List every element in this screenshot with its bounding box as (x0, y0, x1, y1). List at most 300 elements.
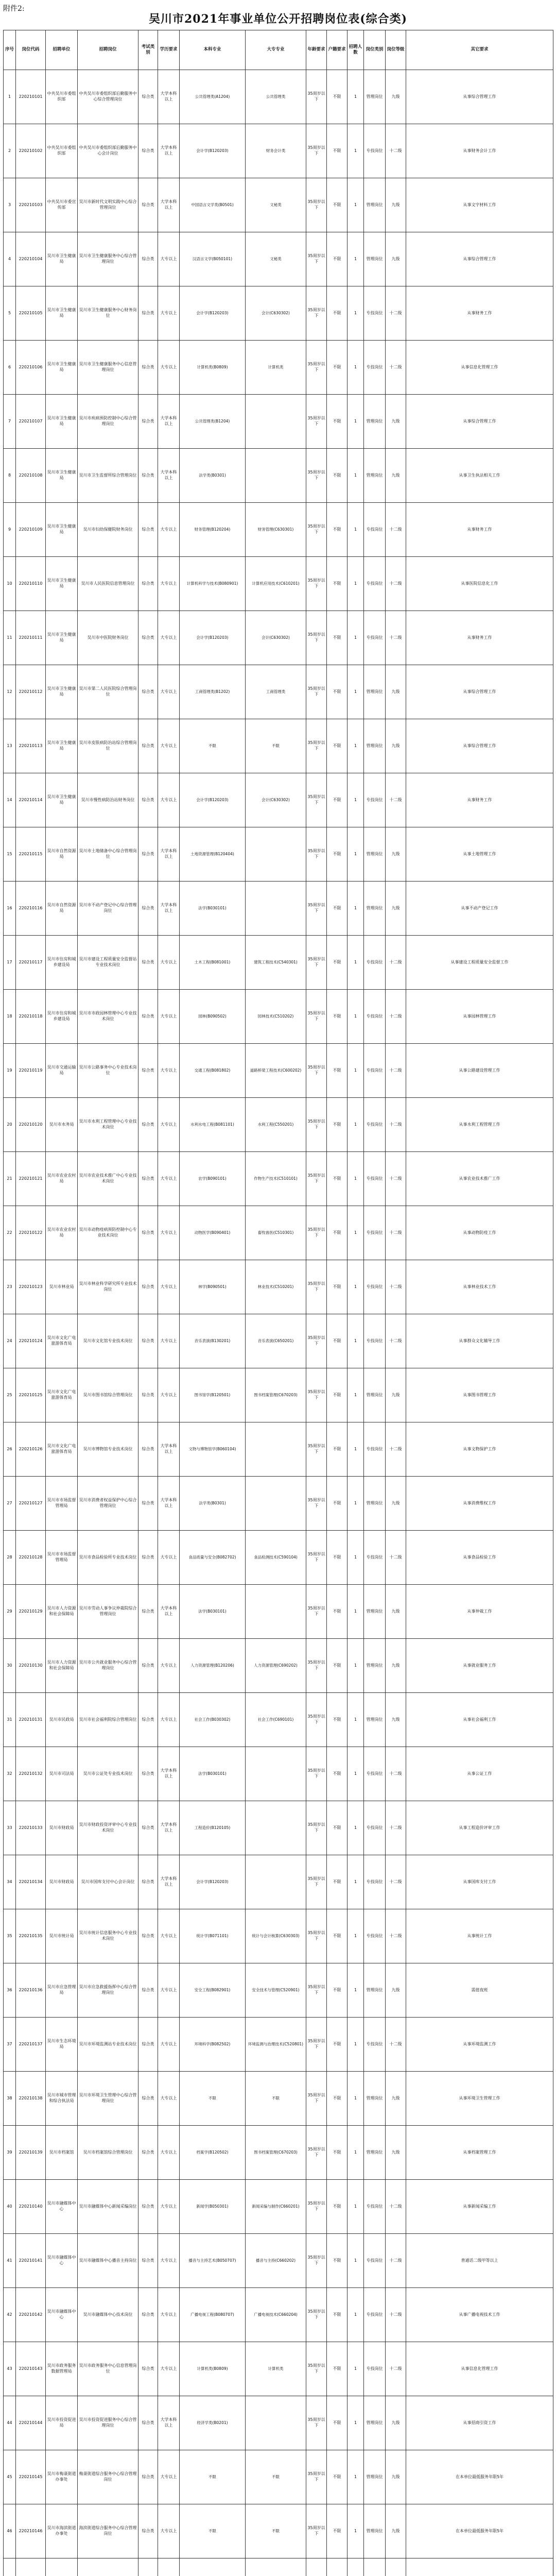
cell-education: 大专以上 (158, 936, 180, 990)
cell-other-requirements: 从事土地管理工作 (406, 827, 553, 882)
cell-unit: 吴川市人力资源和社会保障局 (46, 1585, 78, 1639)
cell-unit: 吴川市卫生健康局 (46, 395, 78, 449)
cell-other-requirements: 从事财务工作 (406, 503, 553, 557)
cell-bachelor-major: 食品质量与安全(B082702) (180, 1531, 246, 1585)
table-row (4, 2018, 553, 2072)
cell-unit: 吴川市文化广电旅游体育局 (46, 1314, 78, 1368)
cell-other-requirements: 从事财务工作 (406, 611, 553, 665)
cell-education: 大专以上 (158, 1152, 180, 1206)
table-row (4, 395, 553, 449)
cell-education: 大学本科以上 (158, 827, 180, 882)
cell-exam-type: 综合类 (138, 882, 158, 936)
cell-other-requirements: 从事社会福利工作 (406, 1693, 553, 1747)
cell-other-requirements: 从事园林管理工作 (406, 990, 553, 1044)
cell-unit: 吴川市投资促进局 (46, 2396, 78, 2450)
table-row (4, 719, 553, 773)
cell-other-requirements: 从事统计工作 (406, 1909, 553, 1963)
cell-college-major: 文秘类 (246, 178, 306, 232)
cell-college-major: 统计与会计核算(C630303) (246, 1909, 306, 1963)
table-row (4, 665, 553, 719)
cell-college-major: 播音与主持(C660202) (246, 2234, 306, 2288)
cell-post-level: 十二级 (386, 990, 406, 1044)
cell-education: 大学本科以上 (158, 178, 180, 232)
cell-no: 39 (4, 2126, 16, 2180)
cell-post-type (364, 2558, 386, 2576)
cell-exam-type: 综合类 (138, 1260, 158, 1314)
cell-household: 不限 (327, 1747, 348, 1801)
table-row (4, 1585, 553, 1639)
cell-code: 220210121 (16, 1152, 46, 1206)
cell-unit: 吴川市交通运输局 (46, 1044, 78, 1098)
cell-count: 1 (348, 1747, 364, 1801)
cell-age: 35周岁以下 (306, 2450, 327, 2504)
cell-age: 35周岁以下 (306, 2018, 327, 2072)
table-row (4, 1477, 553, 1531)
cell-unit: 吴川市卫生健康局 (46, 503, 78, 557)
cell-post-level: 十二级 (386, 557, 406, 611)
cell-unit: 中共吴川市委组织部 (46, 70, 78, 124)
cell-education: 大专以上 (158, 2018, 180, 2072)
cell-bachelor-major: 新闻学(B050301) (180, 2180, 246, 2234)
cell-household: 不限 (327, 1585, 348, 1639)
cell-post-type: 管理岗位 (364, 70, 386, 124)
cell-bachelor-major: 园林(B090502) (180, 990, 246, 1044)
cell-household: 不限 (327, 2180, 348, 2234)
cell-code: 220210106 (16, 341, 46, 395)
cell-unit: 吴川市应急管理局 (46, 1963, 78, 2018)
cell-post-type: 管理岗位 (364, 1477, 386, 1531)
cell-post: 吴川市卫生健康服务中心综合管理岗位 (78, 232, 138, 286)
cell-post: 吴川市林业科学研究所专业技术岗位 (78, 1260, 138, 1314)
cell-post: 吴川市公路事务中心专业技术岗位 (78, 1044, 138, 1098)
cell-post-level: 十二级 (386, 1422, 406, 1477)
cell-code: 220210101 (16, 70, 46, 124)
cell-exam-type: 综合类 (138, 936, 158, 990)
cell-no: 42 (4, 2288, 16, 2342)
cell-age: 35周岁以下 (306, 2180, 327, 2234)
header-post: 招聘岗位 (78, 30, 138, 70)
cell-college-major: 公共管理类 (246, 70, 306, 124)
cell-no: 23 (4, 1260, 16, 1314)
cell-bachelor-major: 广播电视工程(B080707) (180, 2288, 246, 2342)
cell-bachelor-major: 会计学(B120203) (180, 1855, 246, 1909)
cell-age: 35周岁以下 (306, 1044, 327, 1098)
cell-college-major (246, 1855, 306, 1909)
cell-education: 大学本科以上 (158, 1585, 180, 1639)
cell-count: 1 (348, 2180, 364, 2234)
cell-exam-type: 综合类 (138, 1422, 158, 1477)
cell-household: 不限 (327, 1909, 348, 1963)
cell-household: 不限 (327, 2288, 348, 2342)
table-row (4, 1963, 553, 2018)
cell-post: 中共吴川市委组织部后勤服务中心会计岗位 (78, 124, 138, 178)
cell-education: 大专以上 (158, 2288, 180, 2342)
table-row (4, 990, 553, 1044)
cell-education: 大专以上 (158, 1260, 180, 1314)
cell-post: 吴川市消费者权益保护中心综合管理岗位 (78, 1477, 138, 1531)
cell-age: 35周岁以下 (306, 1747, 327, 1801)
cell-count: 1 (348, 2342, 364, 2396)
cell-post: 吴川市市政园林管理中心专业技术岗位 (78, 990, 138, 1044)
cell-post-level: 九级 (386, 1639, 406, 1693)
cell-college-major: 林业技术(C510201) (246, 1260, 306, 1314)
cell-no (4, 2558, 16, 2576)
cell-unit: 吴川市农业农村局 (46, 1206, 78, 1260)
cell-count: 1 (348, 1531, 364, 1585)
cell-other-requirements: 从事广播电视技术工作 (406, 2288, 553, 2342)
cell-other-requirements: 从事农业技术推广工作 (406, 1152, 553, 1206)
cell-unit: 吴川市卫生健康局 (46, 719, 78, 773)
cell-unit: 吴川市梅菉街道办事处 (46, 2450, 78, 2504)
cell-count: 1 (348, 1152, 364, 1206)
cell-post: 吴川市卫生监督所综合管理岗位 (78, 449, 138, 503)
cell-code: 220210110 (16, 557, 46, 611)
cell-education: 大专以上 (158, 1314, 180, 1368)
cell-education: 大学本科以上 (158, 1422, 180, 1477)
cell-college-major (246, 1801, 306, 1855)
table-row (4, 1206, 553, 1260)
cell-post-type: 专技岗位 (364, 773, 386, 827)
cell-age: 35周岁以下 (306, 1152, 327, 1206)
cell-post: 吴川市社会福利院综合管理岗位 (78, 1693, 138, 1747)
cell-exam-type: 综合类 (138, 1314, 158, 1368)
cell-post: 吴川市动物疫病预防控制中心专业技术岗位 (78, 1206, 138, 1260)
table-row (4, 2396, 553, 2450)
cell-household: 不限 (327, 2504, 348, 2558)
table-row (4, 2234, 553, 2288)
cell-bachelor-major: 会计学(B120203) (180, 286, 246, 341)
cell-household: 不限 (327, 2234, 348, 2288)
cell-college-major (246, 2558, 306, 2576)
cell-unit: 吴川市文化广电旅游体育局 (46, 1422, 78, 1477)
table-row (4, 1098, 553, 1152)
header-count: 招聘人数 (348, 30, 364, 70)
cell-education: 大学本科以上 (158, 1747, 180, 1801)
cell-bachelor-major: 法学类(B0301) (180, 1477, 246, 1531)
cell-exam-type: 综合类 (138, 2180, 158, 2234)
cell-code: 220210116 (16, 882, 46, 936)
cell-no: 7 (4, 395, 16, 449)
cell-college-major (246, 1422, 306, 1477)
cell-bachelor-major: 不限 (180, 719, 246, 773)
cell-count: 1 (348, 1639, 364, 1693)
cell-no: 15 (4, 827, 16, 882)
cell-age: 35周岁以下 (306, 395, 327, 449)
cell-education: 大专以上 (158, 232, 180, 286)
table-row (4, 2450, 553, 2504)
cell-household: 不限 (327, 1314, 348, 1368)
table-row (4, 2180, 553, 2234)
cell-household: 不限 (327, 395, 348, 449)
cell-post-level: 十二级 (386, 2342, 406, 2396)
cell-household: 不限 (327, 124, 348, 178)
cell-household: 不限 (327, 1801, 348, 1855)
cell-bachelor-major: 工商管理类(B1202) (180, 665, 246, 719)
cell-code: 220210119 (16, 1044, 46, 1098)
cell-college-major: 道路桥梁工程技术(C600202) (246, 1044, 306, 1098)
cell-code: 220210136 (16, 1963, 46, 2018)
cell-code: 220210124 (16, 1314, 46, 1368)
cell-bachelor-major: 水利水电工程(B081101) (180, 1098, 246, 1152)
cell-exam-type: 综合类 (138, 2342, 158, 2396)
cell-education: 大专以上 (158, 1963, 180, 2018)
cell-age: 35周岁以下 (306, 1639, 327, 1693)
cell-count: 1 (348, 2126, 364, 2180)
cell-count: 1 (348, 286, 364, 341)
cell-age (306, 2558, 327, 2576)
cell-post-type: 专技岗位 (364, 2234, 386, 2288)
cell-post-level: 十二级 (386, 1260, 406, 1314)
cell-post-type: 管理岗位 (364, 2450, 386, 2504)
cell-post-type: 管理岗位 (364, 1585, 386, 1639)
cell-exam-type: 综合类 (138, 2126, 158, 2180)
cell-unit: 吴川市民政局 (46, 1693, 78, 1747)
cell-count: 1 (348, 2396, 364, 2450)
header-college-major: 大专专业 (246, 30, 306, 70)
cell-college-major: 工商管理类 (246, 665, 306, 719)
cell-household: 不限 (327, 1098, 348, 1152)
cell-post-type: 管理岗位 (364, 665, 386, 719)
cell-exam-type: 综合类 (138, 1693, 158, 1747)
cell-unit: 吴川市司法局 (46, 1747, 78, 1801)
cell-education: 大专以上 (158, 557, 180, 611)
cell-code: 220210141 (16, 2234, 46, 2288)
cell-age: 35周岁以下 (306, 232, 327, 286)
cell-age: 35周岁以下 (306, 1314, 327, 1368)
cell-age: 35周岁以下 (306, 1855, 327, 1909)
cell-no: 1 (4, 70, 16, 124)
cell-college-major: 会计(C630302) (246, 773, 306, 827)
cell-exam-type: 综合类 (138, 2504, 158, 2558)
cell-bachelor-major: 法学(B030101) (180, 1747, 246, 1801)
cell-college-major: 建筑工程技术(C540301) (246, 936, 306, 990)
cell-post: 吴川市中医院财务岗位 (78, 611, 138, 665)
cell-other-requirements: 从事财务工作 (406, 286, 553, 341)
table-row (4, 1531, 553, 1585)
cell-code: 220210115 (16, 827, 46, 882)
cell-bachelor-major: 不限 (180, 2504, 246, 2558)
cell-household: 不限 (327, 70, 348, 124)
cell-unit: 吴川市卫生健康局 (46, 341, 78, 395)
cell-household: 不限 (327, 1639, 348, 1693)
cell-post-level: 九级 (386, 2396, 406, 2450)
cell-code: 220210102 (16, 124, 46, 178)
cell-no: 13 (4, 719, 16, 773)
cell-exam-type: 综合类 (138, 2234, 158, 2288)
cell-exam-type: 综合类 (138, 1639, 158, 1693)
cell-post-level: 十二级 (386, 611, 406, 665)
table-row (4, 1747, 553, 1801)
header-household: 户籍要求 (327, 30, 348, 70)
cell-bachelor-major: 音乐表演(B130201) (180, 1314, 246, 1368)
cell-unit: 吴川市财政局 (46, 1801, 78, 1855)
cell-count: 1 (348, 2072, 364, 2126)
cell-other-requirements: 从事国库支付工作 (406, 1855, 553, 1909)
cell-post: 吴川市融媒体中心播音主持岗位 (78, 2234, 138, 2288)
cell-count: 1 (348, 1314, 364, 1368)
cell-unit: 吴川市生态环境局 (46, 2018, 78, 2072)
cell-college-major: 图书档案管理(C670203) (246, 1368, 306, 1422)
cell-no: 46 (4, 2504, 16, 2558)
cell-education: 大专以上 (158, 719, 180, 773)
cell-exam-type: 综合类 (138, 232, 158, 286)
cell-college-major: 计算机应用技术(C610201) (246, 557, 306, 611)
cell-age: 35周岁以下 (306, 1206, 327, 1260)
cell-other-requirements: 从事文字材料工作 (406, 178, 553, 232)
cell-code: 220210118 (16, 990, 46, 1044)
cell-post-level: 十二级 (386, 286, 406, 341)
cell-other-requirements: 从事环境监测工作 (406, 2018, 553, 2072)
cell-other-requirements: 从事综合管理工作 (406, 719, 553, 773)
cell-post-type: 管理岗位 (364, 2396, 386, 2450)
cell-no: 31 (4, 1693, 16, 1747)
cell-no: 32 (4, 1747, 16, 1801)
cell-post: 吴川市档案馆综合管理岗位 (78, 2126, 138, 2180)
cell-post-type: 专技岗位 (364, 1152, 386, 1206)
cell-post: 吴川市土地储备中心综合管理岗位 (78, 827, 138, 882)
cell-household: 不限 (327, 773, 348, 827)
cell-other-requirements: 从事林业技术工作 (406, 1260, 553, 1314)
table-row (4, 557, 553, 611)
cell-education: 大专以上 (158, 1044, 180, 1098)
cell-code: 220210132 (16, 1747, 46, 1801)
cell-unit: 吴川市农业农村局 (46, 1152, 78, 1206)
cell-education: 大专以上 (158, 2234, 180, 2288)
table-row (4, 2288, 553, 2342)
cell-age: 35周岁以下 (306, 1693, 327, 1747)
cell-education: 大专以上 (158, 341, 180, 395)
cell-post-level: 九级 (386, 1693, 406, 1747)
cell-no: 5 (4, 286, 16, 341)
cell-post-level: 十二级 (386, 1206, 406, 1260)
table-header-row (4, 30, 553, 70)
cell-no: 21 (4, 1152, 16, 1206)
cell-code: 220210129 (16, 1585, 46, 1639)
cell-exam-type: 综合类 (138, 1585, 158, 1639)
cell-count: 1 (348, 557, 364, 611)
cell-no: 16 (4, 882, 16, 936)
cell-post: 吴川市卫生健康服务中心财务岗位 (78, 286, 138, 341)
cell-code: 220210135 (16, 1909, 46, 1963)
cell-college-major: 不限 (246, 2450, 306, 2504)
cell-post-type: 管理岗位 (364, 395, 386, 449)
cell-household: 不限 (327, 2342, 348, 2396)
cell-exam-type: 综合类 (138, 1206, 158, 1260)
table-row (4, 2504, 553, 2558)
cell-education: 大学本科以上 (158, 395, 180, 449)
cell-unit (46, 2558, 78, 2576)
header-age: 年龄要求 (306, 30, 327, 70)
cell-age: 35周岁以下 (306, 1531, 327, 1585)
cell-post: 吴川市第二人民医院综合管理岗位 (78, 665, 138, 719)
cell-other-requirements: 从事文物保护工作 (406, 1422, 553, 1477)
cell-post-level: 九级 (386, 449, 406, 503)
table-row (4, 341, 553, 395)
cell-post-level: 九级 (386, 1477, 406, 1531)
table-row (4, 1314, 553, 1368)
cell-unit: 吴川市卫生健康局 (46, 449, 78, 503)
table-row (4, 2558, 553, 2576)
cell-unit: 吴川市卫生健康局 (46, 611, 78, 665)
cell-bachelor-major: 播音与主持艺术(B050707) (180, 2234, 246, 2288)
cell-age: 35周岁以下 (306, 341, 327, 395)
cell-education: 大专以上 (158, 2126, 180, 2180)
cell-age: 35周岁以下 (306, 719, 327, 773)
cell-post-type: 专技岗位 (364, 2288, 386, 2342)
cell-college-major: 计算机类 (246, 341, 306, 395)
cell-unit: 吴川市林业局 (46, 1260, 78, 1314)
cell-bachelor-major: 法学(B030101) (180, 882, 246, 936)
cell-count: 1 (348, 1206, 364, 1260)
cell-bachelor-major: 中国语言文学类(B0501) (180, 178, 246, 232)
table-row (4, 2072, 553, 2126)
cell-other-requirements: 从事卫生执法相关工作 (406, 449, 553, 503)
cell-other-requirements: 从事不动产登记工作 (406, 882, 553, 936)
cell-exam-type: 综合类 (138, 1855, 158, 1909)
cell-exam-type: 综合类 (138, 1368, 158, 1422)
cell-other-requirements: 从事信息化管理工作 (406, 2342, 553, 2396)
cell-post-type: 管理岗位 (364, 1639, 386, 1693)
cell-post-level: 十二级 (386, 124, 406, 178)
cell-post-level: 九级 (386, 70, 406, 124)
cell-no: 45 (4, 2450, 16, 2504)
cell-exam-type: 综合类 (138, 557, 158, 611)
cell-post: 吴川市人民医院信息管理岗位 (78, 557, 138, 611)
cell-bachelor-major: 不限 (180, 2450, 246, 2504)
cell-post-type: 专技岗位 (364, 557, 386, 611)
cell-no: 33 (4, 1801, 16, 1855)
cell-bachelor-major: 公共管理类(A1204) (180, 70, 246, 124)
cell-no: 22 (4, 1206, 16, 1260)
header-unit: 招聘单位 (46, 30, 78, 70)
cell-no: 27 (4, 1477, 16, 1531)
cell-education: 大学本科以上 (158, 1477, 180, 1531)
cell-no: 30 (4, 1639, 16, 1693)
cell-education: 大学本科以上 (158, 449, 180, 503)
cell-post-level: 十二级 (386, 1747, 406, 1801)
cell-no: 36 (4, 1963, 16, 2018)
cell-bachelor-major: 安全工程(B082901) (180, 1963, 246, 2018)
cell-household: 不限 (327, 1855, 348, 1909)
cell-code: 220210128 (16, 1531, 46, 1585)
cell-college-major (246, 1747, 306, 1801)
header-bachelor-major: 本科专业 (180, 30, 246, 70)
cell-no: 3 (4, 178, 16, 232)
cell-count: 1 (348, 449, 364, 503)
cell-post-level: 九级 (386, 1585, 406, 1639)
cell-household (327, 2558, 348, 2576)
cell-no: 9 (4, 503, 16, 557)
cell-code: 220210137 (16, 2018, 46, 2072)
cell-post-type: 专技岗位 (364, 1747, 386, 1801)
cell-age: 35周岁以下 (306, 1585, 327, 1639)
cell-code: 220210109 (16, 503, 46, 557)
cell-code: 220210140 (16, 2180, 46, 2234)
cell-age: 35周岁以下 (306, 2288, 327, 2342)
cell-household: 不限 (327, 611, 348, 665)
cell-code: 220210112 (16, 665, 46, 719)
cell-college-major: 财务管理(C630301) (246, 503, 306, 557)
cell-count: 1 (348, 611, 364, 665)
header-post-level: 岗位等级 (386, 30, 406, 70)
recruitment-table (3, 30, 553, 2576)
cell-post (78, 2558, 138, 2576)
cell-other-requirements: 从事群众文化辅导工作 (406, 1314, 553, 1368)
cell-household: 不限 (327, 1152, 348, 1206)
table-row (4, 124, 553, 178)
cell-unit: 吴川市政务服务数据管理局 (46, 2342, 78, 2396)
cell-age: 35周岁以下 (306, 1422, 327, 1477)
